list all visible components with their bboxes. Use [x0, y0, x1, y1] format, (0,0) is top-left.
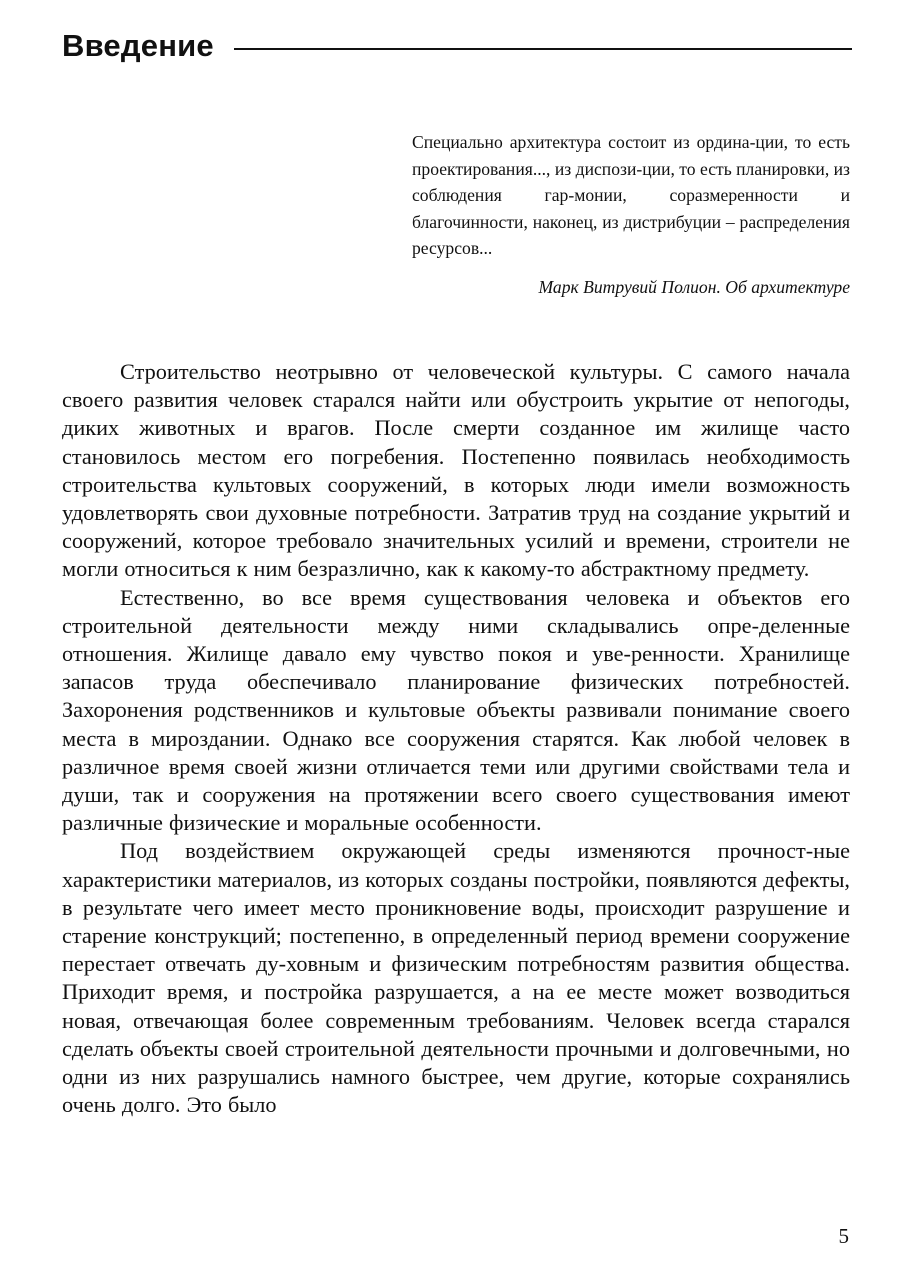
- body-text: [62, 358, 850, 1119]
- chapter-title: Введение: [62, 28, 214, 63]
- paragraph-1: Строительство неотрывно от человеческой культуры. С самого начала своего развития человек старался найти или обустроить укрытие от непогоды, диких животных и врагов. После смерти созданное им жилище часто становилось местом его погребения. Постепенно появилась необходимость строительства культовых сооружений, в которых люди имели возможность удовлетворять свои духовные потребности. Затратив труд на создание укрытий и сооружений, которое требовало значительных усилий и времени, строители не могли относиться к ним безразлично, как к какому-то абстрактному предмету.: [62, 359, 850, 582]
- epigraph-source: Марк Витрувий Полион. Об архитектуре: [538, 276, 850, 297]
- epigraph: [412, 129, 850, 300]
- paragraph-3: Под воздействием окружающей среды изменяются прочност-ные характеристики материалов, из которых созданы постройки, появляются дефекты, в результате чего имеет место проникновение воды, происходит разрушение и старение конструкций; постепенно, в определенный период времени сооружение перестает отвечать ду-ховным и физическим потребностям развития общества. Приходит время, и постройка разрушается, а на ее месте может возводиться новая, отвечающая более современным требованиям. Человек всегда старался сделать объекты своей строительной деятельности прочными и долговечными, но одни из них разрушались намного быстрее, чем другие, которые сохранялись очень долго. Это было: [62, 838, 850, 1118]
- page-number: 5: [838, 1224, 849, 1248]
- epigraph-quote: Специально архитектура состоит из ордина-ции, то есть проектирования..., из диспози-ции, то есть планировки, из соблюдения гар-монии, соразмеренности и благочинности, наконец, из дистрибуции – распределения ресурсов...: [412, 132, 850, 258]
- chapter-heading: [62, 28, 852, 64]
- heading-rule: [234, 48, 852, 50]
- paragraph-2: Естественно, во все время существования человека и объектов его строительной деятельности между ними складывались опре-деленные отношения. Жилище давало ему чувство покоя и уве-ренности. Хранилище запасов труда обеспечивало планирование физических потребностей. Захоронения родственников и культовые объекты развивали понимание своего места в мироздании. Однако все сооружения старятся. Как любой человек в различное время своей жизни отличается теми или другими свойствами тела и души, так и сооружения на протяжении всего своего существования имеют различные физические и моральные особенности.: [62, 584, 850, 836]
